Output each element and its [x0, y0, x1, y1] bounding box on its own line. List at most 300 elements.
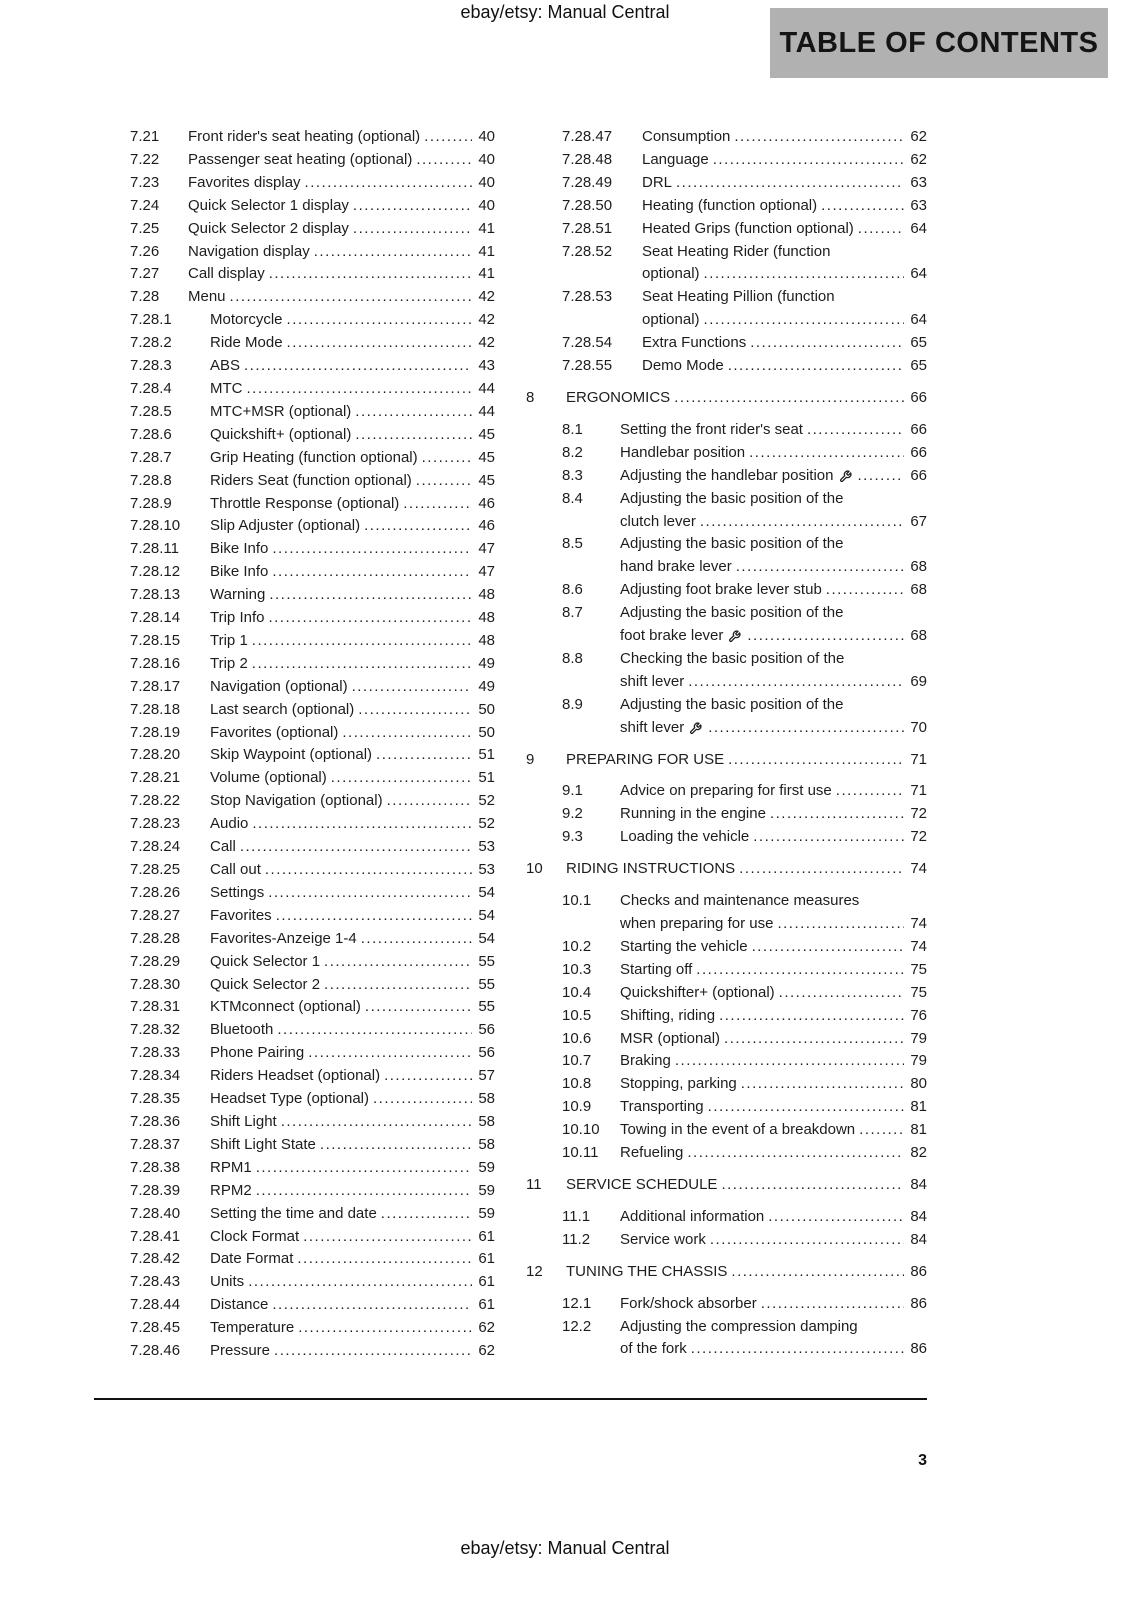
toc-entry-number: 7.28.34 — [130, 1067, 181, 1085]
toc-entry-body — [188, 149, 495, 172]
toc-entry-title: RIDING INSTRUCTIONS — [566, 860, 736, 878]
toc-entry-page: 69 — [910, 672, 927, 690]
dot-leader — [351, 424, 472, 447]
toc-entry-line — [620, 511, 927, 534]
toc-entry-page: 55 — [478, 952, 495, 970]
toc-entry-line — [620, 1050, 927, 1073]
toc-entry-line — [620, 579, 927, 602]
toc-entry — [94, 515, 495, 538]
toc-entry — [526, 749, 927, 772]
toc-entry-title: Trip 2 — [210, 654, 248, 672]
toc-entry-title: optional) — [642, 311, 700, 329]
toc-entry-title: Demo Mode — [642, 357, 724, 375]
dot-leader — [420, 126, 472, 149]
dot-leader — [252, 1180, 473, 1203]
toc-entry-page: 68 — [910, 627, 927, 645]
dot-leader — [320, 951, 472, 974]
dot-leader — [749, 826, 904, 849]
toc-entry-body — [642, 126, 927, 149]
toc-entry-page: 71 — [910, 750, 927, 768]
dot-leader — [268, 1294, 472, 1317]
toc-entry-number: 8.1 — [562, 420, 583, 438]
dot-leader — [236, 836, 472, 859]
wrench-icon — [684, 722, 704, 735]
toc-entry-number: 7.28.28 — [130, 929, 181, 947]
toc-entry — [94, 401, 495, 424]
toc-entry-page: 72 — [910, 828, 927, 846]
toc-entry-number: 7.28.35 — [130, 1090, 181, 1108]
toc-entry-number: 7.28.40 — [130, 1204, 181, 1222]
toc-entry-line — [620, 1293, 927, 1316]
toc-entry-page: 84 — [910, 1230, 927, 1248]
toc-entry-title: optional) — [642, 265, 700, 283]
toc-entry-number: 11 — [526, 1175, 542, 1193]
toc-entry-body — [210, 332, 495, 355]
toc-entry-page: 61 — [478, 1273, 495, 1291]
toc-entry-line — [566, 749, 927, 772]
toc-entry-body — [210, 996, 495, 1019]
toc-entry-title: Towing in the event of a breakdown — [620, 1121, 856, 1139]
toc-entry — [94, 1340, 495, 1363]
table-of-contents-banner — [770, 8, 1108, 78]
toc-entry-line — [620, 625, 927, 648]
toc-entry-page: 40 — [478, 173, 495, 191]
toc-entry-title: Riders Headset (optional) — [210, 1067, 381, 1085]
toc-entry-title: Bluetooth — [210, 1021, 274, 1039]
toc-entry-page: 86 — [910, 1262, 927, 1280]
toc-entry-number: 7.28.32 — [130, 1021, 181, 1039]
toc-entry-page: 52 — [478, 815, 495, 833]
toc-entry-number: 7.28.11 — [130, 540, 179, 558]
toc-entry-line — [566, 1174, 927, 1197]
toc-entry — [526, 1229, 927, 1252]
toc-entry-body — [642, 355, 927, 378]
toc-entry-body — [210, 767, 495, 790]
toc-entry-number: 7.28.36 — [130, 1112, 181, 1130]
toc-entry-number: 7.28.1 — [130, 311, 172, 329]
toc-entry-page: 80 — [910, 1075, 927, 1093]
toc-entry-page: 68 — [910, 581, 927, 599]
toc — [94, 126, 927, 1363]
toc-entry-page: 65 — [910, 334, 927, 352]
toc-entry-page: 66 — [910, 420, 927, 438]
toc-entry-line — [210, 722, 495, 745]
dot-leader — [268, 538, 472, 561]
toc-entry-number: 8.7 — [562, 604, 583, 622]
toc-entry-body — [210, 1065, 495, 1088]
dot-leader — [240, 355, 472, 378]
toc-entry-title: Quickshifter+ (optional) — [620, 983, 775, 1001]
toc-entry-number: 7.28.53 — [562, 288, 613, 306]
toc-entry-body — [642, 286, 927, 332]
toc-entry-body — [210, 630, 495, 653]
toc-entry-page: 79 — [910, 1052, 927, 1070]
toc-entry-number: 7.28.4 — [130, 379, 172, 397]
dot-leader — [226, 286, 473, 309]
dot-leader — [727, 1261, 904, 1284]
toc-entry-title: Running in the engine — [620, 805, 766, 823]
toc-entry-line — [210, 951, 495, 974]
toc-entry-number: 7.28.12 — [130, 563, 181, 581]
toc-entry-number: 7.28.44 — [130, 1296, 181, 1314]
toc-entry-page: 86 — [910, 1340, 927, 1358]
toc-entry-line — [620, 936, 927, 959]
toc-entry-body — [620, 1206, 927, 1229]
toc-entry-title: Motorcycle — [210, 311, 283, 329]
toc-entry-page: 71 — [910, 782, 927, 800]
toc-entry-title: Audio — [210, 815, 249, 833]
toc-entry-body — [210, 1271, 495, 1294]
toc-entry-number: 7.28.46 — [130, 1342, 181, 1360]
toc-entry-line — [620, 913, 927, 936]
dot-leader — [709, 149, 905, 172]
toc-entry-number: 11.1 — [562, 1207, 591, 1225]
dot-leader — [700, 309, 905, 332]
dot-leader — [854, 465, 905, 488]
toc-entry-body — [210, 1317, 495, 1340]
toc-entry — [94, 584, 495, 607]
dot-leader — [671, 1050, 904, 1073]
dot-leader — [372, 744, 472, 767]
dot-leader — [773, 913, 904, 936]
toc-entry-body — [210, 493, 495, 516]
toc-entry-page: 61 — [478, 1296, 495, 1314]
toc-entry-page: 54 — [478, 883, 495, 901]
dot-leader — [348, 676, 473, 699]
toc-entry-page: 66 — [910, 388, 927, 406]
toc-entry-body — [620, 1229, 927, 1252]
toc-entry — [526, 465, 927, 488]
toc-entry-page: 54 — [478, 906, 495, 924]
toc-entry-page: 58 — [478, 1135, 495, 1153]
toc-entry-body — [620, 1073, 927, 1096]
toc-entry-line — [620, 556, 927, 579]
toc-entry-line — [620, 982, 927, 1005]
dot-leader — [283, 332, 473, 355]
toc-entry-page: 47 — [478, 563, 495, 581]
toc-entry-title: Passenger seat heating (optional) — [188, 150, 413, 168]
toc-entry-title: Call — [210, 838, 236, 856]
toc-entry-line — [210, 1157, 495, 1180]
toc-entry-title: Quick Selector 2 — [210, 975, 321, 993]
toc-entry-title: MSR (optional) — [620, 1029, 721, 1047]
toc-entry-title: Navigation display — [188, 242, 310, 260]
dot-leader — [270, 1340, 472, 1363]
toc-entry-line — [210, 1180, 495, 1203]
toc-entry-title: Grip Heating (function optional) — [210, 448, 418, 466]
toc-entry — [526, 602, 927, 648]
dot-leader — [252, 1157, 473, 1180]
toc-entry-line — [642, 355, 927, 378]
toc-entry-page: 42 — [478, 334, 495, 352]
toc-entry — [526, 126, 927, 149]
toc-entry-line — [210, 767, 495, 790]
toc-entry-body — [210, 1340, 495, 1363]
toc-entry-line — [620, 694, 927, 717]
toc-entry-line — [210, 561, 495, 584]
toc-entry-title: Advice on preparing for first use — [620, 782, 832, 800]
toc-entry-body — [642, 149, 927, 172]
toc-entry-page: 48 — [478, 631, 495, 649]
toc-entry-page: 41 — [478, 219, 495, 237]
toc-entry-number: 7.28.14 — [130, 609, 181, 627]
dot-leader — [696, 511, 904, 534]
toc-entry-number: 10.5 — [562, 1006, 592, 1024]
toc-entry — [94, 561, 495, 584]
dot-leader — [265, 263, 473, 286]
toc-entry-page: 66 — [910, 443, 927, 461]
toc-entry-title: Quick Selector 2 display — [188, 219, 349, 237]
dot-leader — [304, 1042, 472, 1065]
toc-entry-title: Seat Heating Pillion (function — [642, 288, 835, 306]
toc-entry-line — [210, 424, 495, 447]
dot-leader — [357, 928, 473, 951]
toc-entry-page: 49 — [478, 654, 495, 672]
dot-leader — [248, 653, 473, 676]
toc-entry — [94, 630, 495, 653]
toc-entry — [94, 1248, 495, 1271]
wrench-icon — [834, 470, 854, 483]
toc-entry-body — [210, 1019, 495, 1042]
toc-entry-number: 8.4 — [562, 489, 583, 507]
toc-entry — [94, 1180, 495, 1203]
toc-entry — [94, 790, 495, 813]
toc-entry-line — [642, 126, 927, 149]
toc-entry-title: ERGONOMICS — [566, 388, 671, 406]
toc-entry-page: 70 — [910, 718, 927, 736]
toc-entry-title: shift lever — [620, 672, 685, 690]
toc-entry-title: Clock Format — [210, 1227, 300, 1245]
toc-entry-line — [642, 241, 927, 264]
toc-entry-body — [620, 419, 927, 442]
toc-entry-line — [210, 1065, 495, 1088]
toc-entry-number: 7.26 — [130, 242, 160, 260]
toc-entry-page: 45 — [478, 448, 495, 466]
toc-entry-body — [210, 1294, 495, 1317]
toc-entry-title: Adjusting the basic position of the — [620, 535, 844, 553]
dot-leader — [672, 172, 904, 195]
toc-entry-page: 48 — [478, 586, 495, 604]
toc-entry-body — [210, 905, 495, 928]
toc-entry — [526, 1073, 927, 1096]
toc-entry — [94, 974, 495, 997]
toc-entry-title: Shifting, riding — [620, 1006, 716, 1024]
toc-entry — [94, 928, 495, 951]
dot-leader — [265, 584, 472, 607]
toc-entry-number: 9.3 — [562, 828, 583, 846]
dot-leader — [715, 1005, 904, 1028]
toc-entry — [94, 905, 495, 928]
toc-entry — [94, 607, 495, 630]
toc-entry-number: 7.28.31 — [130, 998, 181, 1016]
toc-entry-title: Quick Selector 1 — [210, 952, 321, 970]
toc-entry-body — [210, 515, 495, 538]
toc-entry-line — [566, 858, 927, 881]
toc-entry — [94, 172, 495, 195]
toc-entry-line — [620, 1005, 927, 1028]
dot-leader — [832, 780, 905, 803]
toc-entry-body — [210, 584, 495, 607]
dot-leader — [817, 195, 904, 218]
toc-entry — [526, 195, 927, 218]
toc-entry — [526, 355, 927, 378]
toc-entry-number: 7.28.42 — [130, 1250, 181, 1268]
dot-leader — [301, 172, 473, 195]
toc-entry-page: 82 — [910, 1144, 927, 1162]
toc-entry — [94, 286, 495, 309]
toc-entry-number: 7.28.8 — [130, 471, 172, 489]
toc-entry-title: Date Format — [210, 1250, 294, 1268]
toc-entry — [94, 355, 495, 378]
dot-leader — [354, 699, 472, 722]
dot-leader — [748, 936, 905, 959]
toc-entry-title: Volume (optional) — [210, 769, 327, 787]
toc-entry — [94, 1111, 495, 1134]
toc-entry-title: Last search (optional) — [210, 700, 355, 718]
toc-entry — [94, 1065, 495, 1088]
toc-entry-page: 50 — [478, 700, 495, 718]
toc-entry-line — [210, 1111, 495, 1134]
toc-entry — [94, 1088, 495, 1111]
dot-leader — [360, 515, 472, 538]
toc-entry — [526, 982, 927, 1005]
toc-entry-line — [210, 515, 495, 538]
toc-entry-body — [210, 309, 495, 332]
toc-entry-title: Front rider's seat heating (optional) — [188, 128, 421, 145]
toc-entry-line — [620, 1028, 927, 1051]
page-number: 3 — [918, 1452, 927, 1469]
toc-entry-page: 63 — [910, 173, 927, 191]
toc-entry — [94, 767, 495, 790]
toc-entry-body — [210, 813, 495, 836]
dot-leader — [264, 607, 472, 630]
toc-entry-body — [210, 744, 495, 767]
toc-entry-line — [620, 1142, 927, 1165]
toc-entry-body — [620, 1142, 927, 1165]
toc-entry — [94, 218, 495, 241]
toc-entry-title: Transporting — [620, 1098, 704, 1116]
toc-entry-line — [210, 401, 495, 424]
dot-leader — [717, 1174, 904, 1197]
toc-entry-number: 9 — [526, 750, 535, 768]
toc-entry-number: 9.1 — [562, 782, 583, 800]
toc-entry-title: Favorites display — [188, 173, 301, 191]
toc-entry-page: 62 — [478, 1319, 495, 1337]
toc-entry — [526, 803, 927, 826]
toc-entry — [94, 1271, 495, 1294]
toc-entry-title: Skip Waypoint (optional) — [210, 746, 373, 764]
toc-entry-title: Shift Light State — [210, 1135, 316, 1153]
toc-entry-line — [210, 882, 495, 905]
toc-entry — [94, 126, 495, 149]
toc-entry-page: 48 — [478, 609, 495, 627]
toc-entry-title: clutch lever — [620, 512, 696, 530]
toc-entry-number: 7.28.43 — [130, 1273, 181, 1291]
toc-entry-title: Heated Grips (function optional) — [642, 219, 854, 237]
toc-entry-line — [210, 447, 495, 470]
dot-leader — [822, 579, 905, 602]
toc-entry-number: 7.28.10 — [130, 517, 181, 535]
toc-entry-page: 62 — [910, 150, 927, 168]
toc-entry-body — [210, 1088, 495, 1111]
toc-entry — [94, 241, 495, 264]
toc-entry-number: 7.28.26 — [130, 883, 181, 901]
toc-entry — [526, 780, 927, 803]
toc-entry-page: 56 — [478, 1021, 495, 1039]
toc-entry-body — [210, 355, 495, 378]
toc-entry-line — [620, 1096, 927, 1119]
dot-leader — [735, 858, 904, 881]
toc-entry — [94, 149, 495, 172]
toc-entry-body — [620, 780, 927, 803]
toc-entry — [94, 447, 495, 470]
dot-leader — [720, 1028, 904, 1051]
toc-entry-body — [210, 1134, 495, 1157]
toc-entry-title: Adjusting the basic position of the — [620, 489, 844, 507]
toc-entry-title: Setting the time and date — [210, 1204, 377, 1222]
toc-entry-page: 49 — [478, 677, 495, 695]
toc-entry-number: 8.2 — [562, 443, 583, 461]
dot-leader — [724, 355, 905, 378]
toc-entry-page: 55 — [478, 975, 495, 993]
toc-entry-title: KTMconnect (optional) — [210, 998, 361, 1016]
dot-leader — [299, 1226, 472, 1249]
toc-entry-body — [620, 465, 927, 488]
toc-entry-title: shift lever — [620, 718, 685, 736]
toc-entry-body — [642, 195, 927, 218]
toc-entry-number: 7.23 — [130, 173, 160, 191]
toc-entry-body — [566, 1174, 927, 1197]
toc-entry-title: Checking the basic position of the — [620, 649, 845, 667]
dot-leader — [277, 1111, 473, 1134]
toc-entry-page: 40 — [478, 196, 495, 214]
toc-entry-page: 58 — [478, 1090, 495, 1108]
toc-entry-page: 51 — [478, 746, 495, 764]
toc-entry-page: 46 — [478, 494, 495, 512]
dot-leader — [243, 378, 473, 401]
toc-entry-line — [210, 905, 495, 928]
toc-entry — [526, 149, 927, 172]
toc-entry-number: 7.25 — [130, 219, 160, 237]
toc-entry-body — [620, 1050, 927, 1073]
toc-entry-number: 8 — [526, 388, 535, 406]
toc-entry-line — [620, 671, 927, 694]
toc-entry-page: 61 — [478, 1227, 495, 1245]
toc-entry-number: 7.28.23 — [130, 815, 181, 833]
toc-entry-line — [642, 263, 927, 286]
toc-entry-title: Slip Adjuster (optional) — [210, 517, 361, 535]
toc-entry-number: 7.27 — [130, 265, 160, 283]
toc-entry-page: 40 — [478, 128, 495, 145]
toc-entry-body — [620, 1005, 927, 1028]
toc-entry-number: 7.28.50 — [562, 196, 613, 214]
toc-column-right — [526, 126, 927, 1363]
toc-entry-title: Units — [210, 1273, 245, 1291]
toc-entry-title: of the fork — [620, 1340, 687, 1358]
toc-entry-title: Settings — [210, 883, 265, 901]
toc-entry-line — [620, 602, 927, 625]
toc-entry-title: Handlebar position — [620, 443, 746, 461]
toc-entry-body — [642, 218, 927, 241]
dot-leader — [737, 1073, 905, 1096]
toc-entry-line — [620, 803, 927, 826]
toc-entry-page: 42 — [478, 311, 495, 329]
toc-entry-line — [210, 1042, 495, 1065]
toc-entry-page: 84 — [910, 1207, 927, 1225]
toc-entry-page: 65 — [910, 357, 927, 375]
toc-entry — [94, 538, 495, 561]
dot-leader — [244, 1271, 472, 1294]
